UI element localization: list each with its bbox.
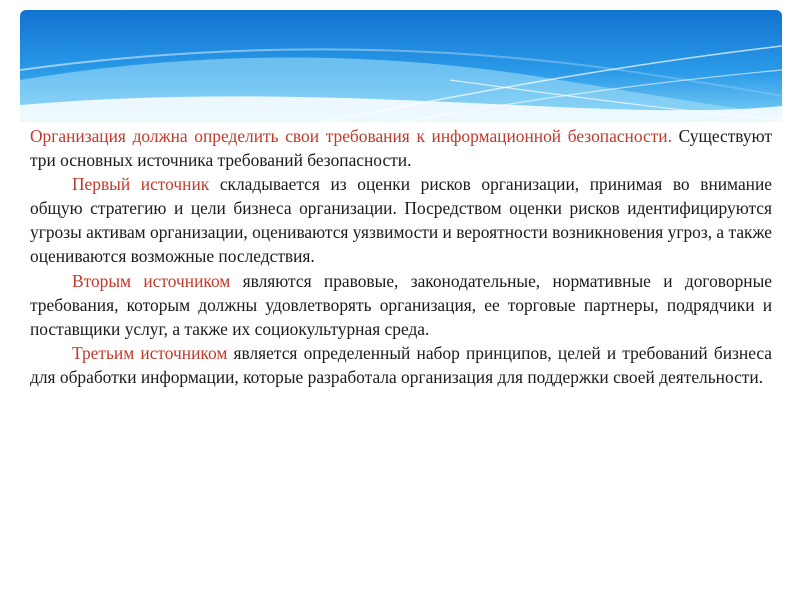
highlight-text: Организация должна определить свои требования к информационной безопасности. — [30, 126, 672, 146]
highlight-text: Первый источник — [72, 174, 210, 195]
slide-body — [30, 124, 772, 389]
highlight-text: Вторым источником — [72, 270, 231, 291]
banner-wave-graphic — [20, 10, 782, 122]
body-text: складывается из оценки рисков организации, принимая во внимание общую стратегию и цели бизнеса организации. Посредством оценки рисков идентифицируются угрозы активам организации, оцениваются уязвимости и вероятности возникновения угроз, а также оцениваются возможные последствия. — [30, 174, 772, 267]
paragraph-first-source — [30, 172, 772, 268]
paragraph-third-source — [30, 341, 772, 389]
body-text: являются правовые, законодательные, нормативные и договорные требования, которым должны удовлетворять организация, ее торговые партнеры, подрядчики и поставщики услуг, а также их социокультурная среда. — [30, 270, 772, 339]
body-text: Существуют три основных источника требований безопасности. — [30, 126, 772, 171]
highlight-text: Третьим источником — [72, 342, 228, 363]
header-banner — [20, 10, 782, 122]
paragraph-second-source — [30, 269, 772, 341]
body-text: является определенный набор принципов, целей и требований бизнеса для обработки информации, которые разработала организация для поддержки своей деятельности. — [30, 342, 772, 387]
paragraph-intro — [30, 124, 772, 172]
